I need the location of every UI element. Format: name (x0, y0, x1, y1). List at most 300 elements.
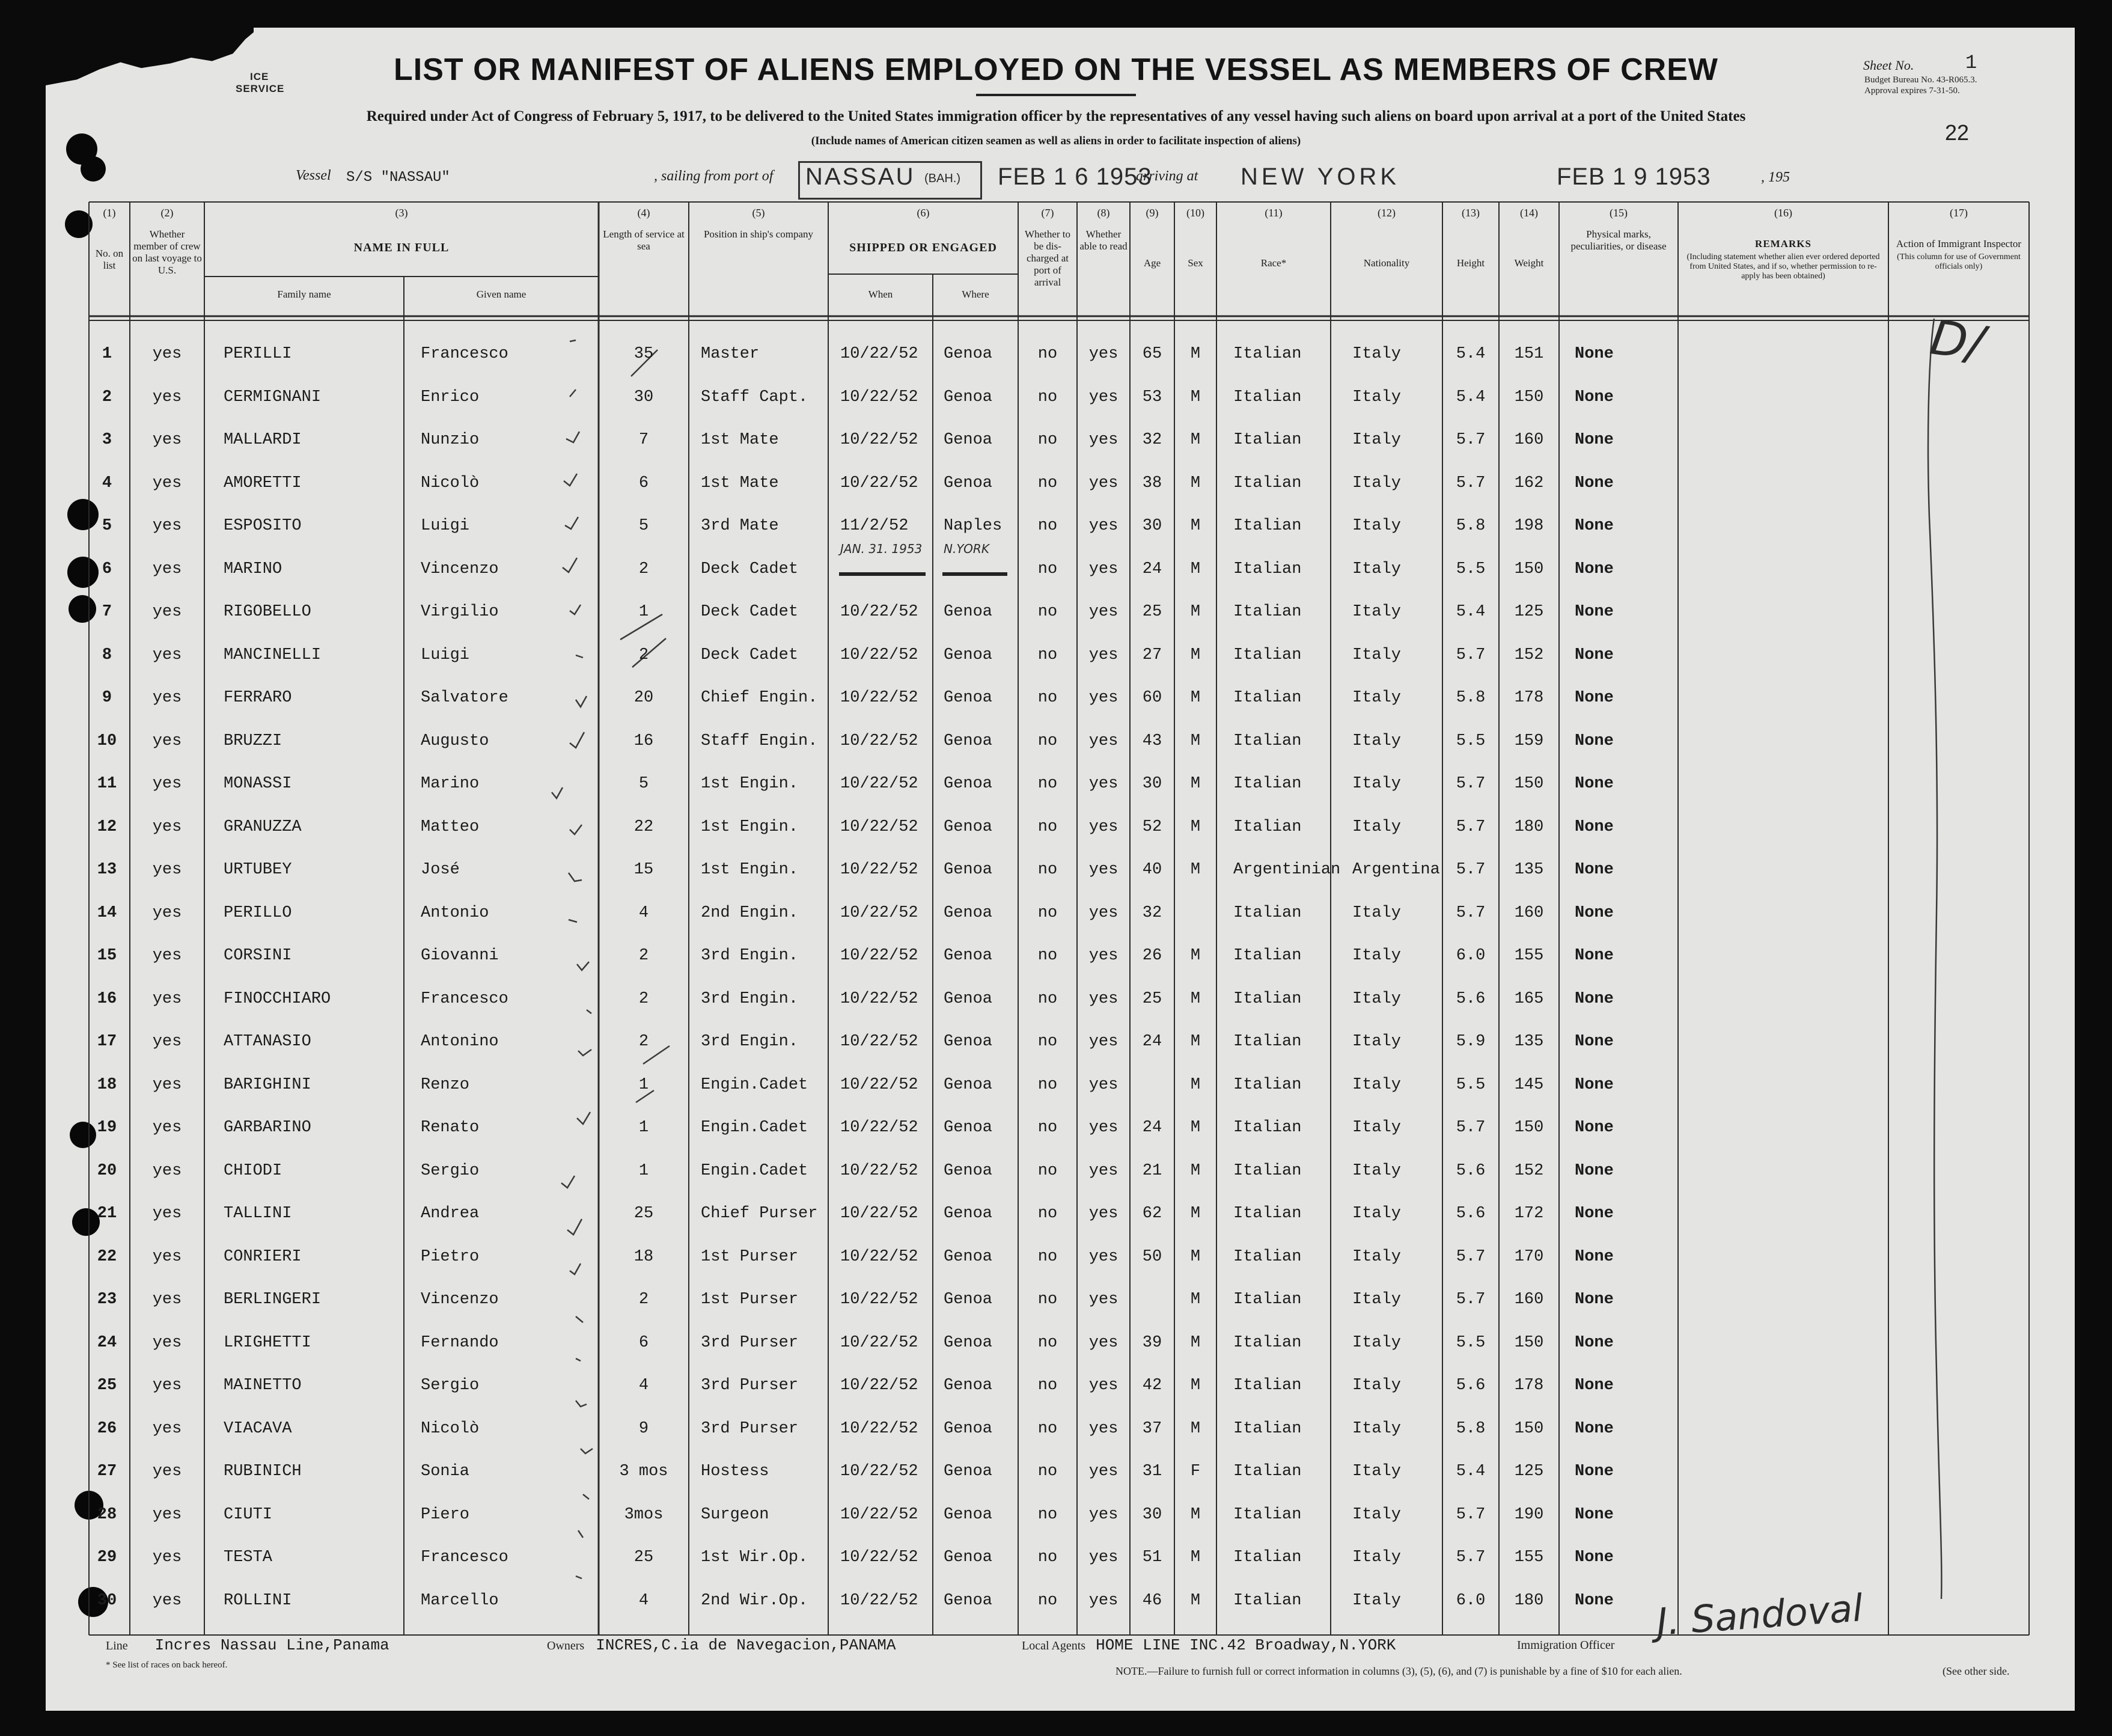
table-cell: 4 (638, 1591, 649, 1610)
table-cell: 178 (1514, 1377, 1544, 1395)
column-header-note: (Including statement whether alien ever ordered deported from United States, and if so, whether permission to re-apply has been obtained) (1686, 252, 1880, 281)
table-cell: 2 (638, 989, 649, 1008)
table-cell: 10/22/52 (840, 689, 918, 707)
table-cell: Luigi (421, 517, 470, 535)
table-cell: TESTA (224, 1548, 273, 1566)
table-cell: 5.4 (1456, 388, 1486, 406)
table-cell: 160 (1514, 431, 1544, 449)
table-cell: 3rd Engin. (701, 947, 799, 965)
table-cell: no (1037, 1377, 1058, 1395)
table-cell: 10/22/52 (840, 603, 918, 621)
table-cell: 1 (638, 1161, 649, 1180)
table-cell: no (1037, 1419, 1058, 1438)
table-cell: yes (1088, 903, 1119, 922)
table-cell: M (1190, 1075, 1201, 1094)
table-cell: yes (152, 947, 182, 965)
table-cell: Italy (1352, 603, 1402, 621)
table-cell: 53 (1142, 388, 1162, 406)
table-cell: no (1037, 1247, 1058, 1266)
table-cell: 5.6 (1456, 1205, 1486, 1223)
table-cell: None (1575, 1205, 1614, 1223)
table-cell: no (1037, 1291, 1058, 1309)
table-cell: FINOCCHIARO (224, 989, 331, 1008)
table-cell: 165 (1514, 989, 1544, 1008)
table-cell: Italy (1352, 646, 1402, 664)
agency-line-1: ICE (250, 71, 269, 82)
table-cell: yes (1088, 861, 1119, 879)
table-cell: Italian (1233, 1033, 1302, 1051)
table-cell: 3 (102, 431, 112, 449)
table-cell: 25 (633, 1205, 654, 1223)
table-cell: M (1190, 1591, 1201, 1610)
table-cell: 1 (638, 1075, 649, 1094)
column-subheader: Where (962, 289, 989, 300)
column-header: Height (1456, 257, 1485, 269)
table-cell: 32 (1142, 903, 1162, 922)
table-cell: no (1037, 732, 1058, 750)
table-cell: Salvatore (421, 689, 508, 707)
table-cell: Francesco (421, 1548, 508, 1566)
table-cell: M (1190, 861, 1201, 879)
table-cell: Genoa (944, 1505, 993, 1524)
table-cell: RIGOBELLO (224, 603, 311, 621)
table-cell: 37 (1142, 1419, 1162, 1438)
table-cell: Italy (1352, 1548, 1402, 1566)
table-cell: 5.5 (1456, 732, 1486, 750)
owners-value: INCRES,C.ia de Navegacion,PANAMA (596, 1636, 896, 1654)
table-cell: 190 (1514, 1505, 1544, 1524)
column-header: SHIPPED OR ENGAGED (849, 241, 997, 254)
table-cell: 1st Wir.Op. (701, 1548, 808, 1566)
table-cell: yes (1088, 1462, 1119, 1481)
table-cell: 28 (97, 1505, 117, 1524)
table-cell: Deck Cadet (701, 560, 799, 578)
column-number: (17) (1950, 207, 1968, 219)
table-cell: None (1575, 1505, 1614, 1524)
table-cell: 1 (102, 345, 112, 363)
table-cell: BRUZZI (224, 732, 282, 750)
table-cell: 5 (638, 775, 649, 793)
column-number: (4) (637, 207, 650, 219)
table-cell: 13 (97, 861, 117, 879)
line-label: Line (106, 1639, 128, 1652)
table-cell: MAINETTO (224, 1377, 302, 1395)
table-cell: M (1190, 1377, 1201, 1395)
table-cell: 10/22/52 (840, 818, 918, 836)
table-cell: Engin.Cadet (701, 1075, 808, 1094)
table-cell: 31 (1142, 1462, 1162, 1481)
table-cell: 24 (1142, 560, 1162, 578)
table-cell: 30 (1142, 517, 1162, 535)
table-cell: 151 (1514, 345, 1544, 363)
table-cell: None (1575, 431, 1614, 449)
table-cell: 65 (1142, 345, 1162, 363)
table-cell: M (1190, 1205, 1201, 1223)
table-cell: 21 (1142, 1161, 1162, 1180)
table-cell: 39 (1142, 1333, 1162, 1352)
table-cell: 162 (1514, 474, 1544, 492)
table-cell: yes (152, 474, 182, 492)
table-cell: 30 (1142, 775, 1162, 793)
table-cell: 5.8 (1456, 689, 1486, 707)
table-cell: 2 (638, 560, 649, 578)
table-cell: no (1037, 1548, 1058, 1566)
table-cell: Genoa (944, 1377, 993, 1395)
table-cell: 2 (638, 1291, 649, 1309)
table-cell: Genoa (944, 1291, 993, 1309)
table-cell: Italy (1352, 431, 1402, 449)
table-cell: Italy (1352, 517, 1402, 535)
table-cell: Italy (1352, 903, 1402, 922)
table-cell: Hostess (701, 1462, 769, 1481)
table-cell: 5.7 (1456, 1119, 1486, 1137)
table-cell: M (1190, 732, 1201, 750)
table-cell: 5.4 (1456, 1462, 1486, 1481)
table-cell: 25 (1142, 603, 1162, 621)
table-cell: Luigi (421, 646, 470, 664)
races-note: * See list of races on back hereof. (106, 1660, 228, 1670)
table-cell: Piero (421, 1505, 470, 1524)
table-cell: GARBARINO (224, 1119, 311, 1137)
table-cell: Italian (1233, 732, 1302, 750)
table-cell: 2nd Engin. (701, 903, 799, 922)
table-cell: 42 (1142, 1377, 1162, 1395)
table-cell: Staff Capt. (701, 388, 808, 406)
table-cell: M (1190, 1505, 1201, 1524)
table-cell: Nicolò (421, 1419, 480, 1438)
table-cell: ROLLINI (224, 1591, 292, 1610)
table-cell: 1 (638, 603, 649, 621)
table-cell: M (1190, 345, 1201, 363)
table-cell: Italian (1233, 818, 1302, 836)
table-cell: 30 (1142, 1505, 1162, 1524)
table-cell: Matteo (421, 818, 480, 836)
table-cell: None (1575, 989, 1614, 1008)
table-cell: no (1037, 947, 1058, 965)
table-cell: Genoa (944, 1119, 993, 1137)
table-cell: Pietro (421, 1247, 480, 1266)
column-number: (9) (1146, 207, 1159, 219)
column-number: (13) (1462, 207, 1480, 219)
table-cell: 30 (97, 1591, 117, 1610)
table-cell: Italian (1233, 1591, 1302, 1610)
table-cell: yes (152, 903, 182, 922)
table-cell: 155 (1514, 1548, 1544, 1566)
table-cell: 10/22/52 (840, 775, 918, 793)
column-header: Race* (1260, 257, 1287, 269)
column-number: (7) (1041, 207, 1054, 219)
table-cell: yes (152, 517, 182, 535)
budget-line: Budget Bureau No. 43-R065.3. (1864, 75, 1977, 85)
table-cell: 135 (1514, 861, 1544, 879)
table-cell: 9 (102, 689, 112, 707)
table-cell: M (1190, 1119, 1201, 1137)
table-cell: Italian (1233, 775, 1302, 793)
table-cell: Naples (944, 517, 1003, 535)
table-cell: M (1190, 1033, 1201, 1051)
table-cell: yes (1088, 1161, 1119, 1180)
table-cell: 14 (97, 903, 117, 922)
table-cell: 11 (97, 775, 117, 793)
table-cell: yes (152, 345, 182, 363)
table-cell: BARIGHINI (224, 1075, 311, 1094)
budget-info (1864, 75, 1977, 96)
table-cell: 3rd Purser (701, 1377, 799, 1395)
table-cell: None (1575, 1377, 1614, 1395)
table-cell: Genoa (944, 1075, 993, 1094)
table-cell: Italian (1233, 1505, 1302, 1524)
column-number: (12) (1378, 207, 1396, 219)
table-cell: Francesco (421, 989, 508, 1008)
table-cell: no (1037, 560, 1058, 578)
table-cell: 160 (1514, 1291, 1544, 1309)
table-cell: no (1037, 689, 1058, 707)
table-cell: None (1575, 1591, 1614, 1610)
table-cell: None (1575, 345, 1614, 363)
table-cell: 5.7 (1456, 646, 1486, 664)
table-cell: yes (152, 1505, 182, 1524)
table-cell: yes (152, 603, 182, 621)
table-cell: 2 (638, 947, 649, 965)
table-cell: None (1575, 1075, 1614, 1094)
table-cell: 8 (102, 646, 112, 664)
table-cell: no (1037, 903, 1058, 922)
table-cell: None (1575, 474, 1614, 492)
table-cell: PERILLI (224, 345, 292, 363)
table-cell: Italy (1352, 1333, 1402, 1352)
column-number: (6) (917, 207, 930, 219)
table-cell: 22 (633, 818, 654, 836)
officer-signature: J. Sandoval (1655, 1586, 1864, 1644)
table-cell: Genoa (944, 1419, 993, 1438)
approval-line: Approval expires 7-31-50. (1864, 86, 1960, 96)
footer-owners (547, 1636, 896, 1654)
table-cell: MANCINELLI (224, 646, 322, 664)
table-cell: 25 (633, 1548, 654, 1566)
table-cell: 10/22/52 (840, 1119, 918, 1137)
table-cell: yes (1088, 818, 1119, 836)
table-cell: 10/22/52 (840, 1505, 918, 1524)
table-cell: 24 (1142, 1033, 1162, 1051)
table-cell: Engin.Cadet (701, 1119, 808, 1137)
table-cell: no (1037, 1505, 1058, 1524)
table-cell: yes (1088, 1247, 1119, 1266)
owners-label: Owners (547, 1639, 585, 1652)
table-cell: M (1190, 388, 1201, 406)
table-cell: Vincenzo (421, 560, 499, 578)
table-cell: M (1190, 603, 1201, 621)
inspector-mark: D/ (1926, 309, 1988, 372)
table-cell: Italy (1352, 1377, 1402, 1395)
table-cell: Genoa (944, 818, 993, 836)
table-cell: Italian (1233, 1548, 1302, 1566)
table-cell: Engin.Cadet (701, 1161, 808, 1180)
table-cell: None (1575, 861, 1614, 879)
table-cell: ATTANASIO (224, 1033, 311, 1051)
table-cell: 10/22/52 (840, 1419, 918, 1438)
table-cell: 29 (97, 1548, 117, 1566)
table-cell: 24 (97, 1333, 117, 1352)
column-header: Whether to be dis-charged at port of arrival (1025, 228, 1070, 288)
table-cell: None (1575, 1419, 1614, 1438)
table-cell: None (1575, 1291, 1614, 1309)
table-cell: 1st Purser (701, 1291, 799, 1309)
table-cell: 19 (97, 1119, 117, 1137)
table-cell: M (1190, 1548, 1201, 1566)
table-cell: 10/22/52 (840, 1462, 918, 1481)
column-number: (3) (395, 207, 408, 219)
column-number: (15) (1610, 207, 1628, 219)
table-cell: Italian (1233, 689, 1302, 707)
table-cell: 135 (1514, 1033, 1544, 1051)
table-cell: 5.7 (1456, 1247, 1486, 1266)
table-cell: M (1190, 689, 1201, 707)
column-subheader: Family name (277, 289, 331, 300)
table-cell: 145 (1514, 1075, 1544, 1094)
table-cell: M (1190, 775, 1201, 793)
table-cell: JAN. 31. 1953 (840, 541, 923, 556)
see-other-side: (See other side. (1943, 1665, 2010, 1677)
column-header: Nationality (1363, 257, 1410, 269)
table-cell: Nunzio (421, 431, 480, 449)
table-cell: no (1037, 517, 1058, 535)
table-cell: 5.6 (1456, 989, 1486, 1008)
table-cell: 10/22/52 (840, 903, 918, 922)
table-cell: N.YORK (944, 541, 989, 556)
table-cell: Italy (1352, 1119, 1402, 1137)
table-cell: 150 (1514, 1333, 1544, 1352)
footer-agents (1022, 1636, 1396, 1654)
table-cell: Chief Engin. (701, 689, 818, 707)
table-cell: yes (152, 1462, 182, 1481)
page-number: 22 (1945, 120, 1970, 145)
table-cell: Sergio (421, 1161, 480, 1180)
table-cell: Italian (1233, 517, 1302, 535)
table-cell: 155 (1514, 947, 1544, 965)
table-cell: 159 (1514, 732, 1544, 750)
table-cell: Renzo (421, 1075, 470, 1094)
table-cell: Italy (1352, 689, 1402, 707)
table-cell: 2 (638, 1033, 649, 1051)
table-cell: 16 (633, 732, 654, 750)
table-cell: Genoa (944, 1161, 993, 1180)
table-cell: 10/22/52 (840, 947, 918, 965)
table-cell: 32 (1142, 431, 1162, 449)
table-cell: BERLINGERI (224, 1291, 322, 1309)
table-cell: 5.5 (1456, 1333, 1486, 1352)
table-cell: yes (1088, 1205, 1119, 1223)
table-cell: yes (1088, 1119, 1119, 1137)
table-cell: Italy (1352, 1161, 1402, 1180)
table-cell: LRIGHETTI (224, 1333, 311, 1352)
table-cell: Sonia (421, 1462, 470, 1481)
table-cell: Italy (1352, 1205, 1402, 1223)
table-cell: Italian (1233, 1119, 1302, 1137)
table-cell: yes (1088, 1333, 1119, 1352)
table-cell: None (1575, 1033, 1614, 1051)
table-cell: yes (152, 560, 182, 578)
table-cell: Italian (1233, 1333, 1302, 1352)
table-cell: yes (1088, 689, 1119, 707)
table-cell: yes (152, 989, 182, 1008)
table-cell: 10/22/52 (840, 474, 918, 492)
table-cell: yes (1088, 431, 1119, 449)
table-cell: None (1575, 1462, 1614, 1481)
table-cell: 10/22/52 (840, 1247, 918, 1266)
table-cell: 5.6 (1456, 1161, 1486, 1180)
column-header: Action of Immigrant Inspector (1896, 238, 2022, 249)
table-cell: Italy (1352, 947, 1402, 965)
table-cell: Genoa (944, 1548, 993, 1566)
table-cell: Argentina (1352, 861, 1440, 879)
table-cell: no (1037, 1075, 1058, 1094)
table-cell: Francesco (421, 345, 508, 363)
port-to: NEW YORK (1241, 164, 1400, 190)
table-cell: AMORETTI (224, 474, 302, 492)
table-cell: Italy (1352, 345, 1402, 363)
column-number: (14) (1520, 207, 1538, 219)
table-cell: yes (152, 861, 182, 879)
table-cell: 6.0 (1456, 947, 1486, 965)
table-cell: Master (701, 345, 760, 363)
table-cell: 10/22/52 (840, 1333, 918, 1352)
sheet-number: 1 (1965, 52, 1977, 74)
table-cell: GRANUZZA (224, 818, 302, 836)
table-cell: Genoa (944, 689, 993, 707)
table-cell: 5.7 (1456, 775, 1486, 793)
footer-note: NOTE.—Failure to furnish full or correct information in columns (3), (5), (6), and (7) is punishable by a fine of $10 for each alien. (1116, 1665, 1682, 1677)
table-cell: 15 (97, 947, 117, 965)
table-cell: 10/22/52 (840, 989, 918, 1008)
table-cell: Italy (1352, 1591, 1402, 1610)
table-cell: 40 (1142, 861, 1162, 879)
table-cell: 5.7 (1456, 474, 1486, 492)
table-cell: 60 (1142, 689, 1162, 707)
table-cell: Deck Cadet (701, 603, 799, 621)
table-cell: yes (152, 689, 182, 707)
agents-value: HOME LINE INC.42 Broadway,N.YORK (1096, 1636, 1396, 1654)
table-cell: None (1575, 517, 1614, 535)
column-header-note: (This column for use of Government officials only) (1897, 252, 2021, 271)
table-cell: no (1037, 989, 1058, 1008)
table-cell: Italian (1233, 474, 1302, 492)
table-cell: CONRIERI (224, 1247, 302, 1266)
table-cell: Italian (1233, 560, 1302, 578)
table-cell: Genoa (944, 388, 993, 406)
table-cell: None (1575, 388, 1614, 406)
table-cell: 7 (102, 603, 112, 621)
table-cell: Italy (1352, 1505, 1402, 1524)
table-cell: 152 (1514, 646, 1544, 664)
table-cell: URTUBEY (224, 861, 292, 879)
column-number: (11) (1265, 207, 1283, 219)
table-cell: Italian (1233, 1075, 1302, 1094)
table-cell: 3rd Engin. (701, 1033, 799, 1051)
table-cell: F (1190, 1462, 1201, 1481)
table-cell: 1st Engin. (701, 775, 799, 793)
table-cell: yes (152, 1161, 182, 1180)
table-cell: Italy (1352, 775, 1402, 793)
table-cell: Italian (1233, 1161, 1302, 1180)
table-cell: yes (152, 1291, 182, 1309)
table-cell: Italy (1352, 474, 1402, 492)
table-cell: 125 (1514, 1462, 1544, 1481)
table-cell: yes (1088, 1075, 1119, 1094)
table-cell: MARINO (224, 560, 282, 578)
table-cell: no (1037, 1033, 1058, 1051)
table-cell: 10/22/52 (840, 1161, 918, 1180)
table-cell: 5.4 (1456, 345, 1486, 363)
